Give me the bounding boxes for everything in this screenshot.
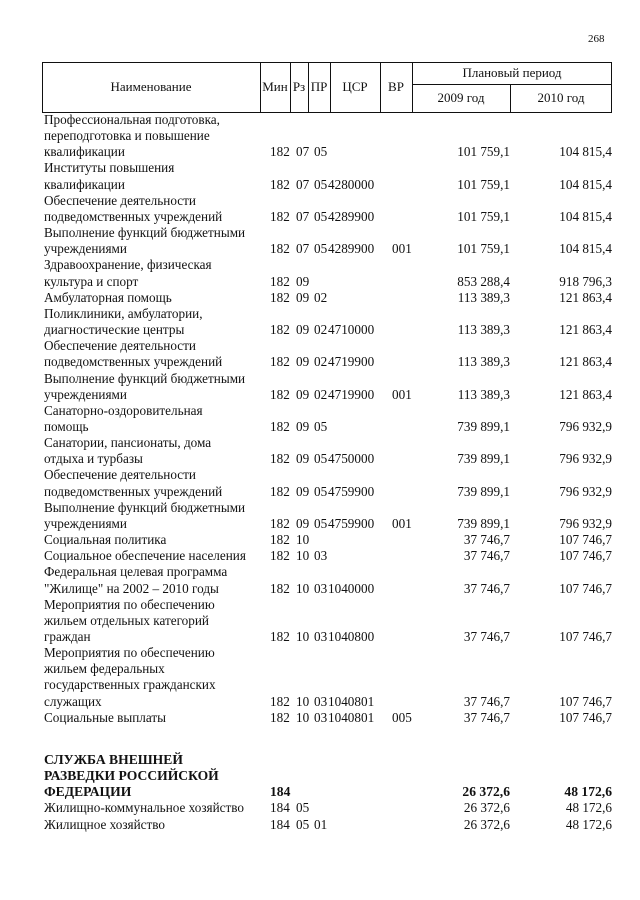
row-cell-pr: 05 xyxy=(314,418,328,434)
row-cell-y2010: 121 863,4 xyxy=(559,386,612,402)
row-cell-pr: 05 xyxy=(314,144,328,160)
row-cell-rz: 05 xyxy=(296,800,310,816)
row-cell-y2009: 37 746,7 xyxy=(463,629,510,644)
row-name-line: культура и спорт xyxy=(44,273,139,289)
header-rz: Рз xyxy=(292,79,306,94)
row-cell-rz: 09 xyxy=(296,386,310,402)
row-name-line: Обеспечение деятельности xyxy=(44,338,196,354)
row-cell-pr: 02 xyxy=(314,289,328,305)
row-name xyxy=(44,467,266,499)
row-cell-min: 182 xyxy=(270,354,290,370)
row-cell-csr: 4719900 xyxy=(328,354,375,370)
row-name-line: РАЗВЕДКИ РОССИЙСКОЙ xyxy=(44,768,219,784)
row-name-line: Санаторно-оздоровительная xyxy=(44,402,203,418)
row-name-line: Поликлиники, амбулатории, xyxy=(44,305,203,321)
row-cell-rz: 10 xyxy=(296,532,310,548)
row-name-line: Выполнение функций бюджетными xyxy=(44,499,246,515)
row-name xyxy=(44,225,266,257)
row-cell-pr: 05 xyxy=(314,451,328,467)
table-row xyxy=(42,435,612,467)
table-row xyxy=(42,597,612,645)
row-cell-y2010: 48 172,6 xyxy=(565,816,612,832)
row-cell-pr: 03 xyxy=(314,629,328,644)
row-name xyxy=(44,500,266,532)
row-cell-csr: 4289900 xyxy=(328,241,375,257)
row-cell-rz: 10 xyxy=(296,709,310,725)
row-name xyxy=(44,306,266,338)
table-row xyxy=(42,225,612,257)
row-name-line: Мероприятия по обеспечению xyxy=(44,645,215,661)
row-name-line: Санатории, пансионаты, дома xyxy=(44,435,212,451)
row-cell-pr: 02 xyxy=(314,386,328,402)
row-cell-rz: 09 xyxy=(296,289,310,305)
table-row xyxy=(42,645,612,710)
row-name xyxy=(44,403,266,435)
row-cell-y2009: 739 899,1 xyxy=(457,451,510,467)
row-cell-pr: 03 xyxy=(314,709,328,725)
row-name xyxy=(44,710,266,726)
row-cell-min: 182 xyxy=(270,144,290,160)
row-cell-y2009: 113 389,3 xyxy=(457,289,510,305)
row-cell-pr: 03 xyxy=(314,580,328,596)
row-cell-min: 182 xyxy=(270,386,290,402)
row-name-line: учреждениями xyxy=(44,241,127,257)
row-cell-y2009: 113 389,3 xyxy=(457,386,510,402)
row-cell-y2010: 121 863,4 xyxy=(559,289,612,305)
row-cell-pr: 05 xyxy=(314,241,328,257)
row-name-line: переподготовка и повышение xyxy=(44,128,210,144)
row-cell-rz: 09 xyxy=(296,451,310,467)
row-name-line: Обеспечение деятельности xyxy=(44,192,196,208)
row-cell-y2009: 101 759,1 xyxy=(457,176,510,192)
row-cell-y2009: 26 372,6 xyxy=(463,816,510,832)
row-name-line: учреждениями xyxy=(44,515,127,531)
row-cell-min: 184 xyxy=(270,784,291,800)
row-name xyxy=(44,160,266,192)
table-row xyxy=(42,800,612,816)
row-name-line: служащих xyxy=(44,693,102,709)
row-name xyxy=(44,290,266,306)
row-cell-csr: 4759900 xyxy=(328,515,375,531)
row-name xyxy=(44,645,266,710)
row-cell-y2010: 48 172,6 xyxy=(564,784,612,800)
table-row xyxy=(42,532,612,548)
row-name-line: ФЕДЕРАЦИИ xyxy=(44,784,132,800)
row-cell-min: 182 xyxy=(270,532,290,548)
table-row xyxy=(42,112,612,160)
row-name xyxy=(44,338,266,370)
row-cell-y2010: 104 815,4 xyxy=(559,208,612,224)
header-pr: ПР xyxy=(310,79,328,94)
row-cell-csr: 1040801 xyxy=(328,709,375,725)
row-name xyxy=(44,371,266,403)
row-cell-y2009: 101 759,1 xyxy=(457,208,510,224)
row-cell-y2009: 101 759,1 xyxy=(457,144,510,160)
header-name: Наименование xyxy=(110,79,192,94)
row-cell-csr: 4750000 xyxy=(328,451,375,467)
row-name xyxy=(44,112,266,160)
row-name xyxy=(44,435,266,467)
row-cell-rz: 10 xyxy=(296,580,310,596)
row-name-line: квалификации xyxy=(44,144,125,160)
header-period: Плановый период xyxy=(462,65,562,80)
row-name-line: Выполнение функций бюджетными xyxy=(44,370,246,386)
row-name-line: Здравоохранение, физическая xyxy=(44,257,212,273)
table-row xyxy=(42,548,612,564)
row-cell-pr: 05 xyxy=(314,515,328,531)
row-cell-y2010: 104 815,4 xyxy=(559,176,612,192)
row-cell-rz: 09 xyxy=(296,273,310,289)
row-cell-y2009: 113 389,3 xyxy=(457,322,510,338)
table-row xyxy=(42,338,612,370)
header-min: Мин xyxy=(262,79,288,94)
row-cell-min: 182 xyxy=(270,208,290,224)
table-row xyxy=(42,467,612,499)
row-name-line: Мероприятия по обеспечению xyxy=(44,596,215,612)
row-name-line: государственных гражданских xyxy=(44,677,216,693)
row-cell-y2010: 121 863,4 xyxy=(559,322,612,338)
row-cell-csr: 4289900 xyxy=(328,208,375,224)
row-cell-min: 182 xyxy=(270,418,290,434)
row-name-line: Амбулаторная помощь xyxy=(44,289,172,305)
row-name-line: отдыха и турбазы xyxy=(44,451,143,467)
row-cell-y2009: 37 746,7 xyxy=(463,709,510,725)
row-cell-y2010: 107 746,7 xyxy=(559,532,612,548)
row-cell-y2009: 739 899,1 xyxy=(457,515,510,531)
header-year-2009: 2009 год xyxy=(437,90,485,105)
row-cell-csr: 4280000 xyxy=(328,176,375,192)
row-cell-csr: 4710000 xyxy=(328,322,375,338)
row-cell-min: 182 xyxy=(270,322,290,338)
row-name-line: жильем федеральных xyxy=(44,661,165,677)
header-csr: ЦСР xyxy=(342,79,368,94)
row-cell-pr: 05 xyxy=(314,176,328,192)
row-cell-y2010: 107 746,7 xyxy=(559,629,612,644)
row-cell-rz: 10 xyxy=(296,548,310,564)
row-cell-y2010: 107 746,7 xyxy=(559,548,612,564)
row-cell-vr: 001 xyxy=(392,386,412,402)
row-cell-min: 182 xyxy=(270,693,290,709)
row-cell-pr: 03 xyxy=(314,693,328,709)
row-name xyxy=(44,597,266,645)
row-cell-pr: 02 xyxy=(314,354,328,370)
row-name-line: квалификации xyxy=(44,176,125,192)
row-cell-min: 182 xyxy=(270,289,290,305)
row-cell-pr: 05 xyxy=(314,208,328,224)
row-cell-min: 184 xyxy=(270,816,290,832)
row-cell-rz: 09 xyxy=(296,354,310,370)
row-name-line: Федеральная целевая программа xyxy=(44,564,228,580)
row-cell-vr: 001 xyxy=(392,241,412,257)
row-cell-y2009: 101 759,1 xyxy=(457,241,510,257)
row-cell-y2009: 37 746,7 xyxy=(463,693,510,709)
row-name-line: подведомственных учреждений xyxy=(44,483,223,499)
row-name-line: Социальные выплаты xyxy=(44,709,166,725)
row-cell-rz: 07 xyxy=(296,241,310,257)
row-cell-min: 182 xyxy=(270,451,290,467)
row-name-line: Жилищное хозяйство xyxy=(44,816,165,832)
row-cell-csr: 4719900 xyxy=(328,386,375,402)
table-row xyxy=(42,160,612,192)
row-cell-y2010: 107 746,7 xyxy=(559,580,612,596)
table-row xyxy=(42,257,612,289)
row-name xyxy=(44,548,266,564)
row-cell-csr: 1040000 xyxy=(328,580,375,596)
table-row xyxy=(42,500,612,532)
row-cell-y2010: 104 815,4 xyxy=(559,144,612,160)
table-row xyxy=(42,710,612,726)
row-cell-pr: 02 xyxy=(314,322,328,338)
row-cell-min: 182 xyxy=(270,515,290,531)
row-name-line: Профессиональная подготовка, xyxy=(44,112,220,127)
row-name-line: Социальное обеспечение населения xyxy=(44,548,246,564)
header-vr: ВР xyxy=(388,79,404,94)
row-cell-min: 182 xyxy=(270,709,290,725)
row-name-line: СЛУЖБА ВНЕШНЕЙ xyxy=(44,751,183,767)
row-cell-rz: 09 xyxy=(296,483,310,499)
row-name-line: Социальная политика xyxy=(44,532,167,548)
table-row xyxy=(42,752,612,800)
row-name-line: подведомственных учреждений xyxy=(44,208,223,224)
row-name xyxy=(44,532,266,548)
row-cell-pr: 03 xyxy=(314,548,328,564)
row-cell-y2009: 739 899,1 xyxy=(457,418,510,434)
row-cell-y2010: 918 796,3 xyxy=(559,273,612,289)
row-cell-y2010: 796 932,9 xyxy=(559,418,612,434)
table-row xyxy=(42,290,612,306)
row-cell-y2009: 37 746,7 xyxy=(463,548,510,564)
table-body xyxy=(42,112,612,833)
row-cell-vr: 001 xyxy=(392,515,412,531)
row-cell-min: 182 xyxy=(270,176,290,192)
row-name-line: помощь xyxy=(44,418,89,434)
row-cell-rz: 07 xyxy=(296,208,310,224)
row-cell-rz: 07 xyxy=(296,176,310,192)
row-name xyxy=(44,817,266,833)
row-cell-rz: 09 xyxy=(296,418,310,434)
row-name-line: Жилищно-коммунальное хозяйство xyxy=(44,800,245,816)
table-row xyxy=(42,193,612,225)
table-row xyxy=(42,564,612,596)
row-name xyxy=(44,193,266,225)
row-cell-csr: 1040800 xyxy=(328,629,375,644)
row-cell-y2009: 26 372,6 xyxy=(462,784,510,800)
row-cell-rz: 07 xyxy=(296,144,310,160)
row-cell-y2009: 113 389,3 xyxy=(457,354,510,370)
row-cell-pr: 01 xyxy=(314,816,328,832)
row-cell-vr: 005 xyxy=(392,709,412,725)
row-cell-y2009: 739 899,1 xyxy=(457,483,510,499)
row-cell-y2010: 796 932,9 xyxy=(559,451,612,467)
table-header xyxy=(42,62,612,112)
row-cell-rz: 10 xyxy=(296,693,310,709)
row-name-line: учреждениями xyxy=(44,386,127,402)
table-row xyxy=(42,817,612,833)
row-cell-rz: 10 xyxy=(296,629,310,644)
row-name xyxy=(44,564,266,596)
row-name-line: диагностические центры xyxy=(44,322,185,338)
row-cell-y2010: 48 172,6 xyxy=(565,800,612,816)
row-cell-min: 182 xyxy=(270,241,290,257)
row-cell-csr: 4759900 xyxy=(328,483,375,499)
table-row xyxy=(42,306,612,338)
row-name-line: граждан xyxy=(44,629,91,644)
row-name-line: жильем отдельных категорий xyxy=(44,612,209,628)
row-cell-y2010: 107 746,7 xyxy=(559,693,612,709)
row-cell-y2010: 121 863,4 xyxy=(559,354,612,370)
row-name xyxy=(44,752,266,800)
table-row xyxy=(42,371,612,403)
row-cell-y2010: 796 932,9 xyxy=(559,483,612,499)
table-row xyxy=(42,403,612,435)
row-cell-min: 182 xyxy=(270,580,290,596)
row-cell-pr: 05 xyxy=(314,483,328,499)
row-name xyxy=(44,800,266,816)
row-cell-min: 182 xyxy=(270,483,290,499)
row-cell-y2010: 104 815,4 xyxy=(559,241,612,257)
row-cell-y2009: 37 746,7 xyxy=(463,532,510,548)
row-cell-y2009: 37 746,7 xyxy=(463,580,510,596)
row-cell-csr: 1040801 xyxy=(328,693,375,709)
row-name-line: Институты повышения xyxy=(44,160,175,176)
row-name-line: "Жилище" на 2002 – 2010 годы xyxy=(44,580,219,596)
row-name-line: подведомственных учреждений xyxy=(44,354,223,370)
row-cell-y2009: 26 372,6 xyxy=(463,800,510,816)
row-cell-rz: 09 xyxy=(296,515,310,531)
row-cell-min: 182 xyxy=(270,629,290,644)
row-cell-min: 184 xyxy=(270,800,290,816)
row-cell-y2009: 853 288,4 xyxy=(457,273,510,289)
row-cell-min: 182 xyxy=(270,273,290,289)
row-cell-rz: 09 xyxy=(296,322,310,338)
row-name xyxy=(44,257,266,289)
row-name-line: Обеспечение деятельности xyxy=(44,467,196,483)
row-cell-rz: 05 xyxy=(296,816,310,832)
page-number: 268 xyxy=(588,33,605,45)
row-cell-y2010: 796 932,9 xyxy=(559,515,612,531)
row-name-line: Выполнение функций бюджетными xyxy=(44,225,246,241)
row-cell-min: 182 xyxy=(270,548,290,564)
header-year-2010: 2010 год xyxy=(537,90,585,105)
row-cell-y2010: 107 746,7 xyxy=(559,709,612,725)
